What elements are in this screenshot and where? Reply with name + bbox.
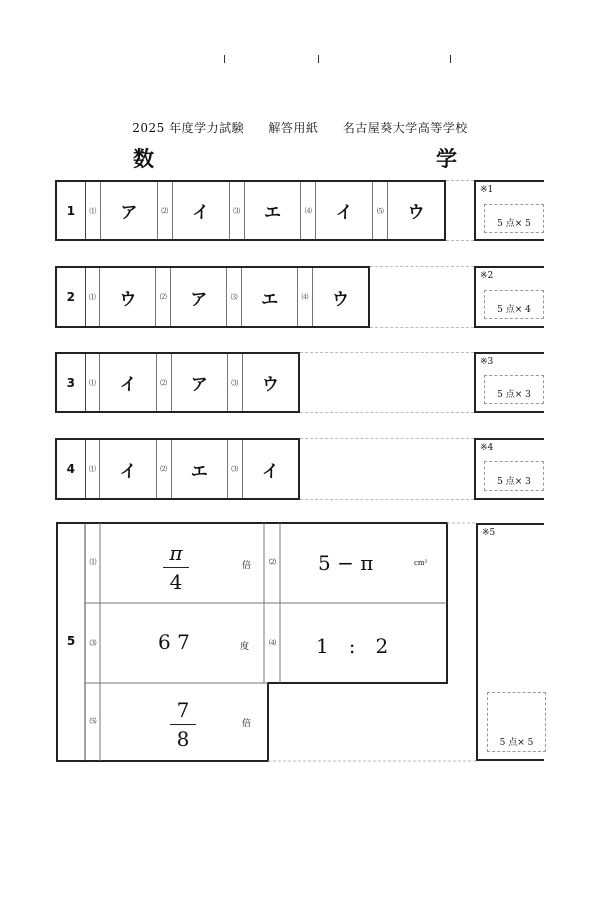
sub-label: ⑷: [298, 268, 313, 326]
answer-text: 1 : 2: [316, 634, 389, 658]
subject-title: 数 学: [133, 147, 537, 171]
unit-label: 度: [240, 642, 250, 652]
answer-cell: ア: [172, 354, 228, 411]
question-number: 2: [57, 268, 86, 326]
answer-cell: ウ: [407, 203, 425, 223]
sub-label: ⑴: [86, 182, 101, 239]
question-number: 1: [57, 182, 86, 239]
score-label: ※3: [480, 357, 494, 367]
sub-label: ⑵: [269, 558, 276, 566]
sub-label: ⑸: [373, 182, 388, 239]
school-name: 名古屋葵大学高等学校: [342, 121, 468, 135]
sub-label: ⑶: [89, 639, 97, 647]
score-label: ※2: [480, 271, 494, 281]
answer-cell: ア: [101, 182, 158, 239]
sub-label: ⑷: [269, 639, 276, 647]
sub-label: ⑷: [301, 182, 316, 239]
sub-label: ⑵: [158, 182, 173, 239]
sub-label: ⑶: [227, 268, 242, 326]
points-text: 5 点× 5: [499, 738, 534, 748]
unit-label: 倍: [242, 561, 252, 571]
score-label: ※4: [480, 443, 494, 453]
points-box: [487, 692, 546, 752]
score-box-5: [476, 523, 544, 761]
answer-cell: エ: [245, 182, 302, 239]
answer-cell: イ: [100, 440, 156, 498]
answer-cell: イ: [173, 182, 230, 239]
answer-cell: エ: [242, 268, 298, 326]
sub-label: ⑵: [157, 440, 172, 498]
points-text: 5 点× 3: [497, 477, 531, 487]
fraction-bar: [170, 724, 196, 725]
answer-text: 5 − π: [318, 551, 374, 575]
points-text: 5 点× 4: [497, 305, 531, 315]
answer-cell: ウ: [100, 268, 156, 326]
answer-cell: イ: [261, 461, 279, 482]
answer-cell: イ: [100, 354, 156, 411]
sub-label: ⑴: [89, 558, 97, 566]
question-number: 3: [57, 354, 86, 411]
unit-label: 倍: [242, 719, 252, 729]
sub-label: ⑴: [86, 354, 101, 411]
score-label: ※5: [482, 528, 496, 538]
question-number: 5: [66, 634, 76, 648]
question-number: 4: [57, 440, 86, 498]
answer-text: 6 7: [158, 630, 190, 654]
answer-cell: ウ: [331, 289, 349, 310]
sub-label: ⑴: [86, 440, 101, 498]
answer-cell: イ: [316, 182, 373, 239]
answer-fraction: [170, 698, 196, 751]
sub-label: ⑴: [86, 268, 101, 326]
sub-label: ⑶: [230, 182, 245, 239]
points-text: 5 点× 3: [497, 390, 531, 400]
score-label: ※1: [480, 185, 494, 195]
sub-label: ⑶: [228, 440, 243, 498]
fraction-denominator: 8: [176, 727, 190, 751]
answer-cell: ア: [171, 268, 227, 326]
fraction-bar: [163, 567, 189, 568]
answer-cell: エ: [172, 440, 228, 498]
fraction-numerator: 7: [176, 698, 190, 722]
points-text: 5 点× 5: [497, 219, 531, 229]
answer-fraction: [163, 541, 189, 594]
sheet-title: 解答用紙: [268, 121, 319, 135]
sub-label: ⑶: [228, 354, 243, 411]
fraction-denominator: 4: [169, 570, 183, 594]
unit-label: cm²: [414, 559, 428, 567]
sub-label: ⑸: [89, 717, 97, 725]
fraction-numerator: π: [169, 541, 183, 565]
sub-label: ⑵: [157, 354, 172, 411]
sub-label: ⑵: [156, 268, 171, 326]
exam-title: 2025 年度学力試験: [132, 121, 245, 135]
answer-cell: ウ: [261, 375, 279, 395]
